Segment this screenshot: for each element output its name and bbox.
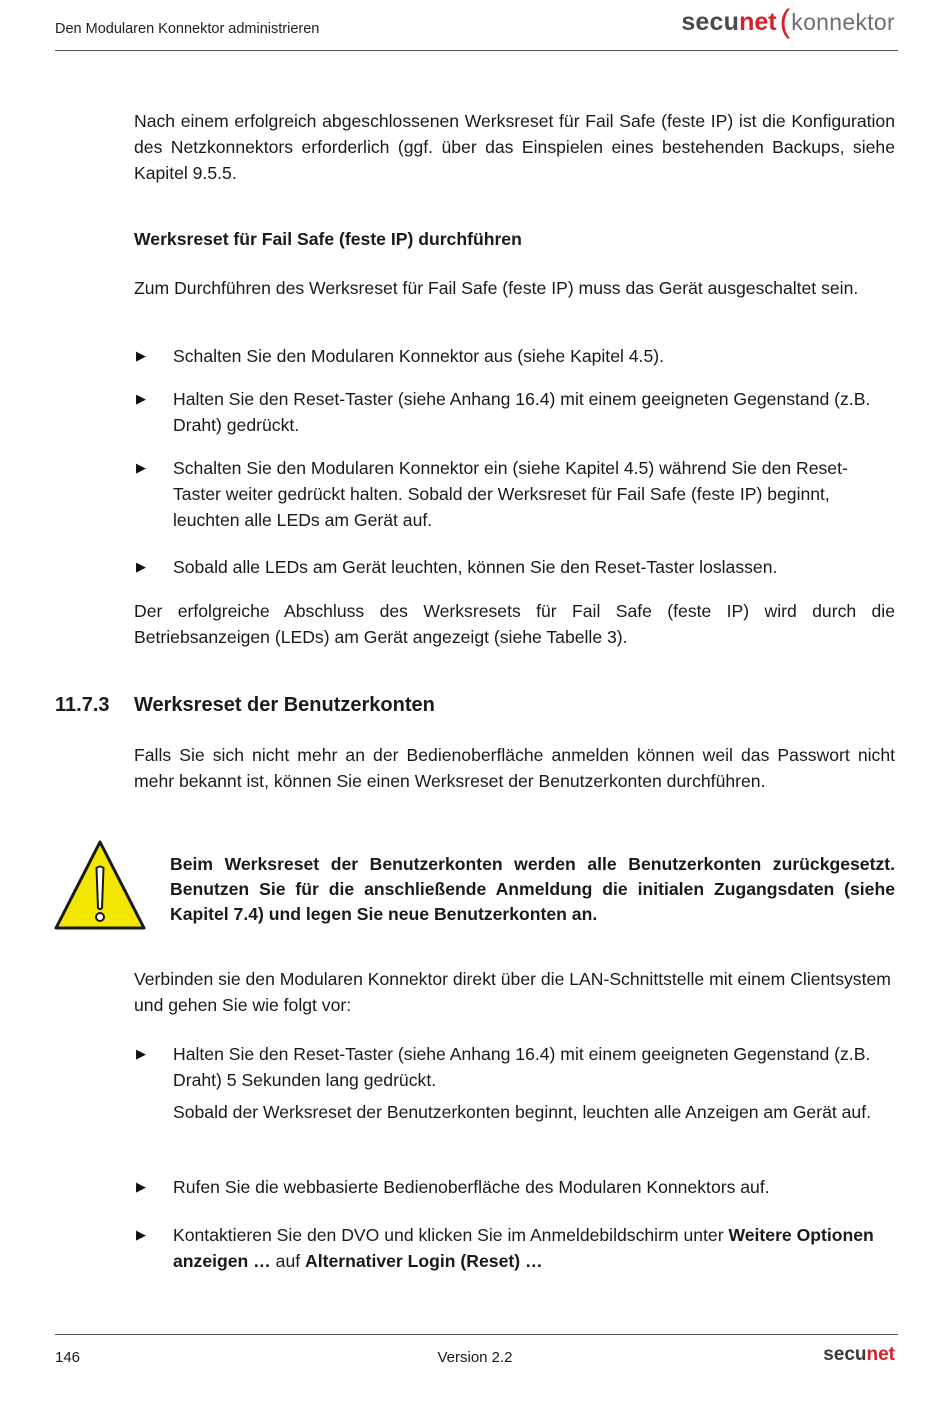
step-open-ui: Rufen Sie die webbasierte Bedienoberfläche des Modularen Konnektors auf.: [173, 1177, 770, 1197]
step-power-on: Schalten Sie den Modularen Konnektor ein (siehe Kapitel 4.5) während Sie den Reset-Taster weiter gedrückt halten. Sobald der Werksreset für Fail Safe (feste IP) beginnt, leuchten alle LEDs am Gerät auf.: [173, 458, 848, 530]
menu-ref-more-options: Weitere Optionen anzeigen …: [173, 1225, 874, 1271]
warning-text: Beim Werksreset der Benutzerkonten werden alle Benutzerkonten zurückgesetzt. Benutzen Sie für die anschließende Anmeldung die initialen Zugangsdaten (siehe Kapitel 7.4) und legen Sie neue Benutzerkonten an.: [170, 854, 895, 924]
secunet-logo: secunet: [823, 1344, 895, 1365]
menu-ref-alternative-login: Alternativer Login (Reset) …: [305, 1251, 543, 1271]
version-label: Version 2.2: [437, 1349, 513, 1366]
warning-triangle-icon: [52, 838, 148, 939]
secunet-konnektor-logo: secu net ( konnektor: [681, 2, 895, 39]
step-hold-reset-5s: Halten Sie den Reset-Taster (siehe Anhang 16.4) mit einem geeigneten Gegenstand (z.B. Draht) 5 Sekunden lang gedrückt.: [173, 1044, 871, 1090]
connect-paragraph: Verbinden sie den Modularen Konnektor direkt über die LAN-Schnittstelle mit einem Clientsystem und gehen Sie wie folgt vor:: [134, 969, 891, 1015]
fail-safe-paragraph: Zum Durchführen des Werksreset für Fail Safe (feste IP) muss das Gerät ausgeschaltet sein.: [134, 278, 859, 298]
section-number: 11.7.3: [55, 694, 110, 716]
footer-rule: [55, 1334, 898, 1335]
bullet-icon: ▶: [136, 1046, 146, 1061]
step-contact-dvo: Kontaktieren Sie den DVO und klicken Sie im Anmeldebildschirm unter Weitere Optionen anzeigen … auf Alternativer Login (Reset) …: [173, 1225, 874, 1271]
bullet-icon: ▶: [136, 391, 146, 406]
bullet-icon: ▶: [136, 1227, 146, 1242]
intro-paragraph: Nach einem erfolgreich abgeschlossenen Werksreset für Fail Safe (feste IP) ist die Konfiguration des Netzkonnektors erforderlich (ggf. über das Einspielen eines bestehenden Backups, siehe Kapitel 9.5.5.: [134, 111, 895, 183]
subheading-fail-safe: Werksreset für Fail Safe (feste IP) durchführen: [134, 229, 522, 249]
bullet-icon: ▶: [136, 559, 146, 574]
running-header-title: Den Modularen Konnektor administrieren: [55, 21, 320, 37]
step-hold-reset: Halten Sie den Reset-Taster (siehe Anhang 16.4) mit einem geeigneten Gegenstand (z.B. Draht) gedrückt.: [173, 389, 871, 435]
step-power-off: Schalten Sie den Modularen Konnektor aus (siehe Kapitel 4.5).: [173, 346, 664, 366]
step-hold-reset-note: Sobald der Werksreset der Benutzerkonten beginnt, leuchten alle Anzeigen am Gerät auf.: [173, 1102, 871, 1122]
bullet-icon: ▶: [136, 460, 146, 475]
fail-safe-result: Der erfolgreiche Abschluss des Werksresets für Fail Safe (feste IP) wird durch die Betriebsanzeigen (LEDs) am Gerät angezeigt (siehe Tabelle 3).: [134, 601, 895, 647]
header-rule: [55, 50, 898, 51]
section-paragraph: Falls Sie sich nicht mehr an der Bedienoberfläche anmelden können weil das Passwort nicht mehr bekannt ist, können Sie einen Werksreset der Benutzerkonten durchführen.: [134, 745, 895, 791]
page-number: 146: [55, 1349, 81, 1366]
bullet-icon: ▶: [136, 1179, 146, 1194]
bullet-icon: ▶: [136, 348, 146, 363]
section-title: Werksreset der Benutzerkonten: [134, 694, 435, 716]
step-release: Sobald alle LEDs am Gerät leuchten, können Sie den Reset-Taster loslassen.: [173, 557, 778, 577]
